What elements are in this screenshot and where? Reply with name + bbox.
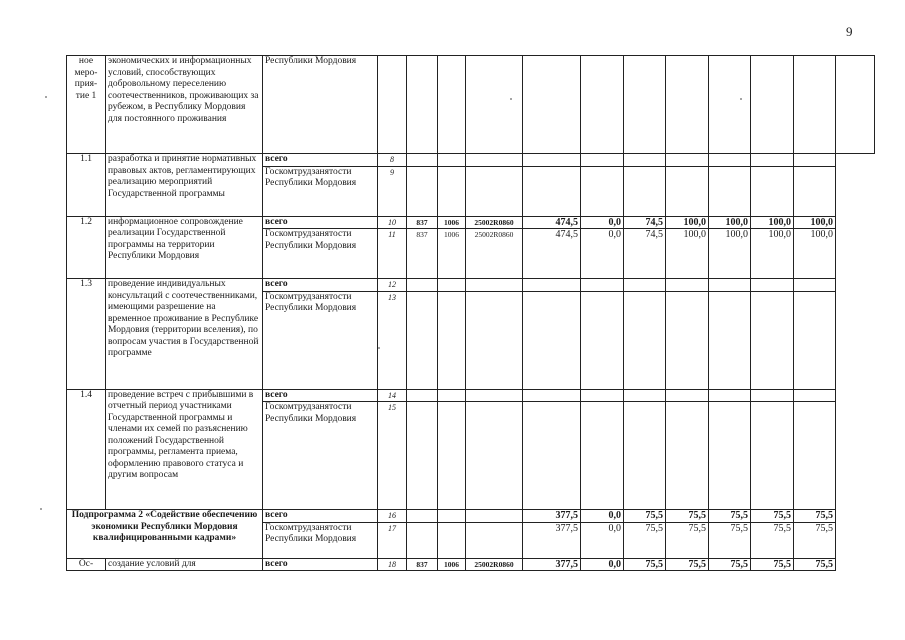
executor-total-cell: всего xyxy=(263,510,378,523)
scan-speck xyxy=(40,508,42,510)
value-cell xyxy=(523,389,581,402)
value-cell: 100,0 xyxy=(666,216,709,229)
row-index-cell: 12 xyxy=(378,279,407,292)
row-index-cell: 14 xyxy=(378,389,407,402)
empty-cell xyxy=(523,56,581,154)
value-cell xyxy=(666,291,709,389)
budget-code-cell: 837 xyxy=(407,229,438,279)
value-cell xyxy=(666,154,709,167)
empty-cell xyxy=(751,56,794,154)
budget-code-cell xyxy=(466,279,523,292)
value-cell xyxy=(523,166,581,216)
value-cell: 75,5 xyxy=(751,522,794,558)
value-cell xyxy=(624,279,666,292)
value-cell: 75,5 xyxy=(794,522,836,558)
empty-cell xyxy=(709,56,751,154)
value-cell: 0,0 xyxy=(581,522,624,558)
empty-cell xyxy=(836,56,875,154)
value-cell: 100,0 xyxy=(751,216,794,229)
item-number-cell: 1.4 xyxy=(67,389,106,510)
table-row xyxy=(67,56,875,154)
value-cell xyxy=(751,389,794,402)
table-row xyxy=(67,389,875,402)
value-cell: 75,5 xyxy=(794,510,836,523)
budget-code-cell: 25002R0860 xyxy=(466,216,523,229)
value-cell xyxy=(523,279,581,292)
budget-code-cell: 837 xyxy=(407,558,438,571)
table-row xyxy=(67,279,875,292)
empty-cell xyxy=(581,56,624,154)
row-index-cell: 10 xyxy=(378,216,407,229)
item-number-cell: 1.3 xyxy=(67,279,106,390)
budget-code-cell: 25002R0860 xyxy=(466,558,523,571)
value-cell xyxy=(709,154,751,167)
value-cell xyxy=(581,154,624,167)
executor-total-cell: всего xyxy=(263,216,378,229)
budget-code-cell xyxy=(438,510,466,523)
value-cell xyxy=(709,291,751,389)
row-index-cell: 9 xyxy=(378,166,407,216)
table-row xyxy=(67,510,875,523)
value-cell: 100,0 xyxy=(794,216,836,229)
value-cell xyxy=(751,166,794,216)
value-cell: 75,5 xyxy=(624,558,666,571)
value-cell: 75,5 xyxy=(794,558,836,571)
item-number-cell: 1.1 xyxy=(67,154,106,217)
value-cell xyxy=(751,291,794,389)
value-cell xyxy=(581,291,624,389)
scan-speck xyxy=(45,96,47,98)
budget-code-cell xyxy=(466,522,523,558)
executor-agency-cell: Госкомтрудзанятости Республики Мордовия xyxy=(263,166,378,216)
row-index-cell: 17 xyxy=(378,522,407,558)
value-cell: 0,0 xyxy=(581,510,624,523)
budget-code-cell xyxy=(466,291,523,389)
budget-code-cell xyxy=(466,166,523,216)
value-cell: 100,0 xyxy=(709,216,751,229)
value-cell: 75,5 xyxy=(709,510,751,523)
budget-code-cell xyxy=(466,402,523,510)
value-cell xyxy=(709,389,751,402)
scan-speck xyxy=(378,347,380,349)
value-cell xyxy=(624,154,666,167)
executor-agency-cell: Госкомтрудзанятости Республики Мордовия xyxy=(263,291,378,389)
value-cell xyxy=(794,166,836,216)
value-cell: 75,5 xyxy=(666,522,709,558)
value-cell xyxy=(523,291,581,389)
budget-table xyxy=(66,55,875,571)
budget-code-cell xyxy=(438,389,466,402)
value-cell: 100,0 xyxy=(794,229,836,279)
empty-cell xyxy=(624,56,666,154)
value-cell xyxy=(794,279,836,292)
value-cell xyxy=(523,154,581,167)
value-cell: 100,0 xyxy=(751,229,794,279)
budget-code-cell xyxy=(407,291,438,389)
value-cell xyxy=(709,279,751,292)
value-cell: 75,5 xyxy=(709,522,751,558)
empty-cell xyxy=(407,56,438,154)
budget-code-cell xyxy=(407,510,438,523)
executor-agency-cell: Госкомтрудзанятости Республики Мордовия xyxy=(263,229,378,279)
value-cell xyxy=(666,402,709,510)
value-cell: 75,5 xyxy=(624,522,666,558)
value-cell: 474,5 xyxy=(523,229,581,279)
value-cell: 0,0 xyxy=(581,229,624,279)
budget-code-cell xyxy=(466,389,523,402)
value-cell xyxy=(751,402,794,510)
item-number-cell: Ос- xyxy=(67,558,106,571)
budget-code-cell: 1006 xyxy=(438,216,466,229)
budget-code-cell xyxy=(407,166,438,216)
scan-speck xyxy=(740,98,742,100)
item-name-cell: проведение индивидуальных консультаций с соотечественниками, имеющими разрешение на временное проживание в Республике Мордовия (территории вселения), по вопросам участия в Государственной программе xyxy=(106,279,263,390)
value-cell xyxy=(666,279,709,292)
executor-cell: Республики Мордовия xyxy=(263,56,378,154)
executor-agency-cell: Госкомтрудзанятости Республики Мордовия xyxy=(263,522,378,558)
value-cell: 75,5 xyxy=(751,510,794,523)
row-index-cell: 8 xyxy=(378,154,407,167)
value-cell: 377,5 xyxy=(523,522,581,558)
row-index-cell: 18 xyxy=(378,558,407,571)
empty-cell xyxy=(378,56,407,154)
budget-code-cell: 1006 xyxy=(438,558,466,571)
empty-cell xyxy=(466,56,523,154)
value-cell: 377,5 xyxy=(523,510,581,523)
table-row xyxy=(67,216,875,229)
budget-code-cell xyxy=(466,510,523,523)
value-cell xyxy=(751,154,794,167)
value-cell xyxy=(751,279,794,292)
item-number-cell: 1.2 xyxy=(67,216,106,279)
budget-code-cell xyxy=(438,402,466,510)
value-cell: 100,0 xyxy=(666,229,709,279)
budget-code-cell xyxy=(407,389,438,402)
value-cell: 75,5 xyxy=(751,558,794,571)
scan-speck xyxy=(510,98,512,100)
value-cell xyxy=(709,166,751,216)
subprogram-title-cell: Подпрограмма 2 «Содействие обеспечению экономики Республики Мордовия квалифицированными кадрами» xyxy=(67,510,263,559)
value-cell xyxy=(581,166,624,216)
value-cell xyxy=(666,166,709,216)
budget-code-cell xyxy=(407,522,438,558)
value-cell: 74,5 xyxy=(624,216,666,229)
budget-code-cell xyxy=(438,154,466,167)
value-cell: 0,0 xyxy=(581,216,624,229)
value-cell xyxy=(523,402,581,510)
value-cell xyxy=(581,402,624,510)
value-cell xyxy=(794,154,836,167)
item-number-cell: ное меро-прия-тие 1 xyxy=(67,56,106,154)
value-cell xyxy=(624,402,666,510)
table-row xyxy=(67,558,875,571)
table-row xyxy=(67,154,875,167)
value-cell xyxy=(581,279,624,292)
budget-code-cell: 837 xyxy=(407,216,438,229)
value-cell xyxy=(624,166,666,216)
value-cell xyxy=(709,402,751,510)
executor-agency-cell: Госкомтрудзанятости Республики Мордовия xyxy=(263,402,378,510)
item-name-cell: проведение встреч с прибывшими в отчетный период участниками Государственной программы и членами их семей по разъяснению положений Государственной программы, регламента приема, оформлению правового статуса и другим вопросам xyxy=(106,389,263,510)
value-cell xyxy=(666,389,709,402)
value-cell: 75,5 xyxy=(709,558,751,571)
budget-code-cell xyxy=(438,291,466,389)
value-cell xyxy=(794,389,836,402)
value-cell: 75,5 xyxy=(624,510,666,523)
budget-code-cell xyxy=(407,402,438,510)
budget-code-cell: 25002R0860 xyxy=(466,229,523,279)
value-cell xyxy=(794,291,836,389)
value-cell: 75,5 xyxy=(666,510,709,523)
value-cell xyxy=(624,291,666,389)
row-index-cell: 13 xyxy=(378,291,407,389)
executor-total-cell: всего xyxy=(263,279,378,292)
empty-cell xyxy=(794,56,836,154)
value-cell xyxy=(624,389,666,402)
item-name-cell: разработка и принятие нормативных правовых актов, регламентирующих реализацию мероприятий Государственной программы xyxy=(106,154,263,217)
budget-code-cell xyxy=(466,154,523,167)
row-index-cell: 15 xyxy=(378,402,407,510)
value-cell xyxy=(794,402,836,510)
value-cell xyxy=(581,389,624,402)
executor-total-cell: всего xyxy=(263,558,378,571)
value-cell: 74,5 xyxy=(624,229,666,279)
page-number: 9 xyxy=(846,24,853,39)
budget-code-cell: 1006 xyxy=(438,229,466,279)
row-index-cell: 16 xyxy=(378,510,407,523)
item-name-cell: экономических и информационных условий, способствующих добровольному переселению соотечественников, проживающих за рубежом, в Республику Мордовия для постоянного проживания xyxy=(106,56,263,154)
item-name-cell: информационное сопровождение реализации Государственной программы на территории Республики Мордовия xyxy=(106,216,263,279)
budget-code-cell xyxy=(438,522,466,558)
budget-code-cell xyxy=(407,154,438,167)
empty-cell xyxy=(438,56,466,154)
value-cell: 377,5 xyxy=(523,558,581,571)
value-cell: 100,0 xyxy=(709,229,751,279)
value-cell: 75,5 xyxy=(666,558,709,571)
row-index-cell: 11 xyxy=(378,229,407,279)
budget-code-cell xyxy=(407,279,438,292)
executor-total-cell: всего xyxy=(263,154,378,167)
item-name-cell: создание условий для xyxy=(106,558,263,571)
budget-code-cell xyxy=(438,166,466,216)
value-cell: 0,0 xyxy=(581,558,624,571)
executor-total-cell: всего xyxy=(263,389,378,402)
value-cell: 474,5 xyxy=(523,216,581,229)
budget-code-cell xyxy=(438,279,466,292)
empty-cell xyxy=(666,56,709,154)
